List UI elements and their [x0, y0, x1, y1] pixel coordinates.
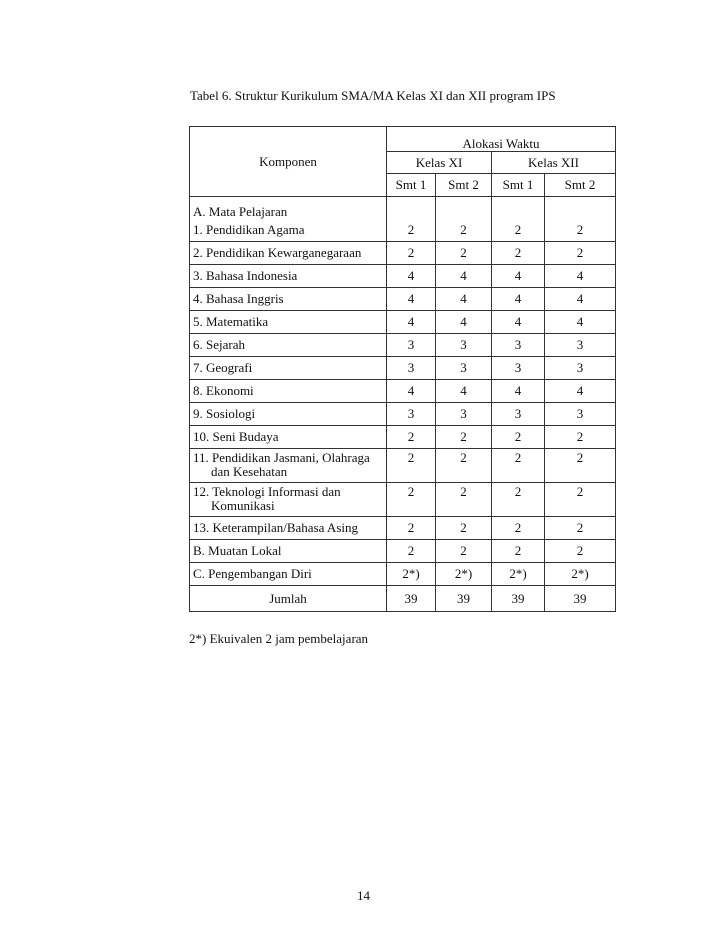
hours-cell: 2 — [492, 517, 545, 540]
row-label-text: 9. Sosiologi — [193, 406, 256, 421]
hours-cell: 3 — [436, 403, 492, 426]
table-row — [190, 380, 616, 403]
hours-cell: 2 — [545, 426, 616, 449]
hours-cell: 2 — [436, 540, 492, 563]
table-row — [190, 334, 616, 357]
table-caption: Tabel 6. Struktur Kurikulum SMA/MA Kelas XI dan XII program IPS — [190, 88, 556, 103]
section-a-label: A. Mata Pelajaran — [190, 197, 387, 219]
hours-cell: 2 — [492, 242, 545, 265]
table-row — [190, 449, 616, 483]
hours-cell: 2 — [436, 517, 492, 540]
table-row — [190, 265, 616, 288]
curriculum-table — [189, 126, 616, 612]
row-label — [190, 403, 387, 426]
table-row — [190, 219, 616, 242]
row-label-text: 1. Pendidikan Agama — [193, 221, 305, 237]
row-label-text: 2. Pendidikan Kewarganegaraan — [193, 245, 362, 260]
hours-cell: 3 — [545, 334, 616, 357]
hours-cell: 3 — [387, 334, 436, 357]
hours-cell: 4 — [436, 380, 492, 403]
hours-cell: 4 — [492, 380, 545, 403]
footnote: 2*) Ekuivalen 2 jam pembelajaran — [189, 631, 369, 646]
row-label-continuation: Komunikasi — [211, 498, 275, 513]
table-row — [190, 426, 616, 449]
table-row — [190, 483, 616, 517]
hours-cell: 2 — [387, 219, 436, 242]
hours-cell: 2 — [545, 517, 616, 540]
hours-cell: 2*) — [436, 563, 492, 586]
table-row — [190, 563, 616, 586]
table-row — [190, 242, 616, 265]
hours-cell: 4 — [492, 311, 545, 334]
table-row — [190, 517, 616, 540]
hours-cell: 2 — [436, 426, 492, 449]
hours-cell: 3 — [387, 357, 436, 380]
row-label — [190, 563, 387, 586]
header-smt2-xi: Smt 2 — [436, 174, 492, 197]
row-label — [190, 311, 387, 334]
hours-cell: 3 — [436, 334, 492, 357]
row-label-text: 11. Pendidikan Jasmani, Olahraga — [193, 450, 370, 465]
table-row — [190, 540, 616, 563]
total-label: Jumlah — [190, 586, 387, 612]
hours-cell: 2 — [436, 483, 492, 517]
total-cell: 39 — [436, 586, 492, 612]
table-row — [190, 288, 616, 311]
row-label-text: 10. Seni Budaya — [193, 429, 279, 444]
row-label-text: 4. Bahasa Inggris — [193, 291, 284, 306]
section-a-row — [190, 197, 616, 219]
hours-cell: 3 — [387, 403, 436, 426]
hours-cell: 2 — [387, 426, 436, 449]
row-label-continuation: dan Kesehatan — [211, 464, 288, 479]
header-smt1-xii: Smt 1 — [492, 174, 545, 197]
hours-cell: 2 — [545, 242, 616, 265]
hours-cell: 2 — [387, 449, 436, 483]
hours-cell: 4 — [387, 311, 436, 334]
hours-cell: 4 — [436, 311, 492, 334]
hours-cell: 2 — [436, 449, 492, 483]
header-kelas-xi: Kelas XI — [387, 152, 492, 174]
hours-cell: 2 — [492, 426, 545, 449]
hours-cell: 4 — [545, 265, 616, 288]
header-row-1 — [190, 127, 616, 152]
hours-cell: 2 — [387, 242, 436, 265]
header-alokasi-waktu: Alokasi Waktu — [387, 127, 616, 152]
hours-cell: 2 — [545, 540, 616, 563]
hours-cell: 4 — [387, 380, 436, 403]
hours-cell: 4 — [387, 265, 436, 288]
hours-cell: 2*) — [387, 563, 436, 586]
hours-cell: 4 — [387, 288, 436, 311]
hours-cell: 2 — [436, 219, 492, 242]
hours-cell: 2 — [545, 449, 616, 483]
hours-cell: 3 — [492, 334, 545, 357]
hours-cell: 4 — [545, 380, 616, 403]
row-label-text: 12. Teknologi Informasi dan — [193, 484, 341, 499]
row-label — [190, 483, 387, 517]
hours-cell: 2 — [545, 483, 616, 517]
hours-cell: 2 — [492, 219, 545, 242]
total-row — [190, 586, 616, 612]
hours-cell: 2 — [545, 219, 616, 242]
hours-cell: 3 — [545, 403, 616, 426]
hours-cell: 3 — [492, 357, 545, 380]
hours-cell: 3 — [436, 357, 492, 380]
row-label — [190, 334, 387, 357]
hours-cell: 2 — [387, 483, 436, 517]
total-cell: 39 — [545, 586, 616, 612]
row-label-text: C. Pengembangan Diri — [193, 566, 312, 581]
row-label-text: B. Muatan Lokal — [193, 543, 282, 558]
hours-cell: 3 — [492, 403, 545, 426]
hours-cell: 2*) — [492, 563, 545, 586]
row-label-text: 3. Bahasa Indonesia — [193, 268, 298, 283]
row-label-text: 13. Keterampilan/Bahasa Asing — [193, 520, 358, 535]
hours-cell: 2 — [387, 540, 436, 563]
hours-cell: 2 — [492, 540, 545, 563]
row-label — [190, 219, 387, 242]
row-label — [190, 540, 387, 563]
row-label-text: 7. Geografi — [193, 360, 253, 375]
row-label — [190, 242, 387, 265]
hours-cell: 4 — [545, 311, 616, 334]
header-smt1-xi: Smt 1 — [387, 174, 436, 197]
hours-cell: 2*) — [545, 563, 616, 586]
header-komponen: Komponen — [190, 127, 387, 197]
hours-cell: 4 — [492, 265, 545, 288]
hours-cell: 2 — [436, 242, 492, 265]
total-cell: 39 — [492, 586, 545, 612]
row-label-text: 6. Sejarah — [193, 337, 245, 352]
row-label — [190, 380, 387, 403]
hours-cell: 2 — [492, 449, 545, 483]
hours-cell: 2 — [387, 517, 436, 540]
row-label — [190, 449, 387, 483]
page-number: 14 — [357, 888, 370, 903]
row-label — [190, 426, 387, 449]
table-row — [190, 357, 616, 380]
hours-cell: 2 — [492, 483, 545, 517]
hours-cell: 3 — [545, 357, 616, 380]
row-label-text: 5. Matematika — [193, 314, 269, 329]
row-label — [190, 288, 387, 311]
total-cell: 39 — [387, 586, 436, 612]
row-label — [190, 265, 387, 288]
hours-cell: 4 — [436, 288, 492, 311]
row-label — [190, 517, 387, 540]
hours-cell: 4 — [545, 288, 616, 311]
hours-cell: 4 — [436, 265, 492, 288]
header-kelas-xii: Kelas XII — [492, 152, 616, 174]
hours-cell: 4 — [492, 288, 545, 311]
table-row — [190, 403, 616, 426]
table-row — [190, 311, 616, 334]
header-smt2-xii: Smt 2 — [545, 174, 616, 197]
row-label — [190, 357, 387, 380]
row-label-text: 8. Ekonomi — [193, 383, 254, 398]
